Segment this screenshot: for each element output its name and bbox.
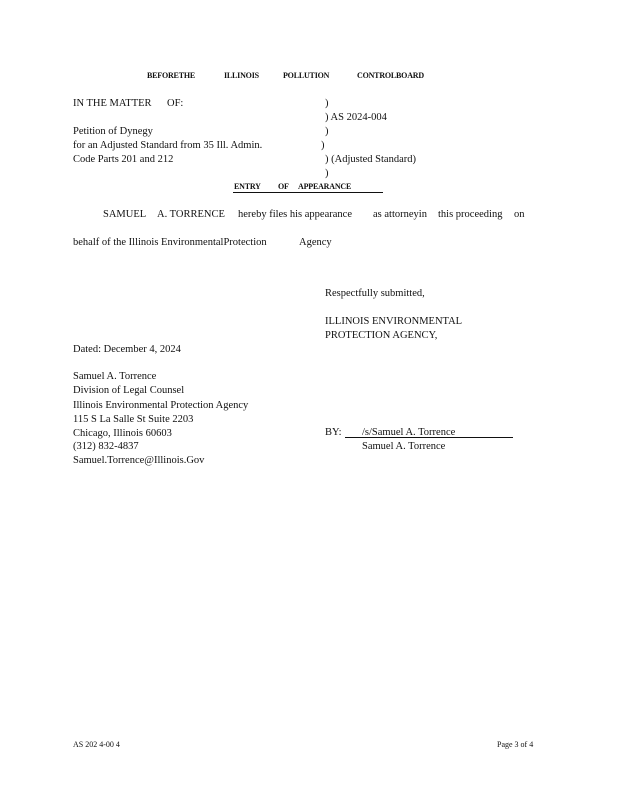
- body-hereby-files: hereby files his appearance: [238, 209, 352, 220]
- caption-in-the-matter: IN THE MATTER: [73, 98, 152, 109]
- contact-email: Samuel.Torrence@Illinois.Gov: [73, 455, 205, 466]
- body-as-attorney: as attorneyin: [373, 209, 427, 220]
- body-on: on: [514, 209, 525, 220]
- title-word-entry: ENTRY: [234, 182, 261, 191]
- body-samuel: SAMUEL: [103, 209, 147, 220]
- header-word-control-board: CONTROLBOARD: [357, 71, 424, 80]
- body-a-torrence: A. TORRENCE: [157, 209, 225, 220]
- dated-line: Dated: December 4, 2024: [73, 344, 181, 355]
- header-word-before-the: BEFORETHE: [147, 71, 195, 80]
- caption-paren-1: ): [325, 98, 329, 109]
- contact-address: 115 S La Salle St Suite 2203: [73, 414, 194, 425]
- title-word-appearance: APPEARANCE: [298, 182, 352, 191]
- signature-org-line-1: ILLINOIS ENVIRONMENTAL: [325, 316, 463, 327]
- header-word-pollution: POLLUTION: [283, 71, 330, 80]
- header-word-illinois: ILLINOIS: [224, 71, 259, 80]
- body-agency: Agency: [299, 237, 332, 248]
- contact-division: Division of Legal Counsel: [73, 385, 185, 396]
- caption-petition: Petition of Dynegy: [73, 126, 153, 137]
- footer-page-number: Page 3 of 4: [497, 740, 534, 749]
- document-title: [233, 180, 383, 193]
- footer-docket: AS 202 4-00 4: [73, 740, 120, 749]
- caption-paren-3: ): [321, 140, 325, 151]
- body-this-proceeding: this proceeding: [438, 209, 503, 220]
- caption-for-adjusted-standard: for an Adjusted Standard from 35 Ill. Admin.: [73, 140, 263, 151]
- caption-of: OF:: [167, 98, 184, 109]
- closing-respectfully: Respectfully submitted,: [325, 288, 425, 299]
- signature-by-label: BY:: [325, 427, 342, 438]
- contact-city: Chicago, Illinois 60603: [73, 428, 172, 439]
- body-behalf-of: behalf of the Illinois EnvironmentalProtection: [73, 237, 267, 248]
- caption-code-parts: Code Parts 201 and 212: [73, 154, 174, 165]
- caption-adjusted-standard: ) (Adjusted Standard): [325, 154, 416, 165]
- signature-org-line-2: PROTECTION AGENCY,: [325, 330, 438, 341]
- caption-paren-4: ): [325, 168, 329, 179]
- caption-docket-number: ) AS 2024-004: [325, 112, 387, 123]
- title-word-of: OF: [278, 182, 289, 191]
- contact-name: Samuel A. Torrence: [73, 371, 157, 382]
- contact-phone: (312) 832-4837: [73, 441, 139, 452]
- signature-printed-name: Samuel A. Torrence: [362, 441, 446, 452]
- signature-electronic: /s/Samuel A. Torrence: [362, 427, 456, 438]
- contact-agency: Illinois Environmental Protection Agency: [73, 400, 249, 411]
- caption-paren-2: ): [325, 126, 329, 137]
